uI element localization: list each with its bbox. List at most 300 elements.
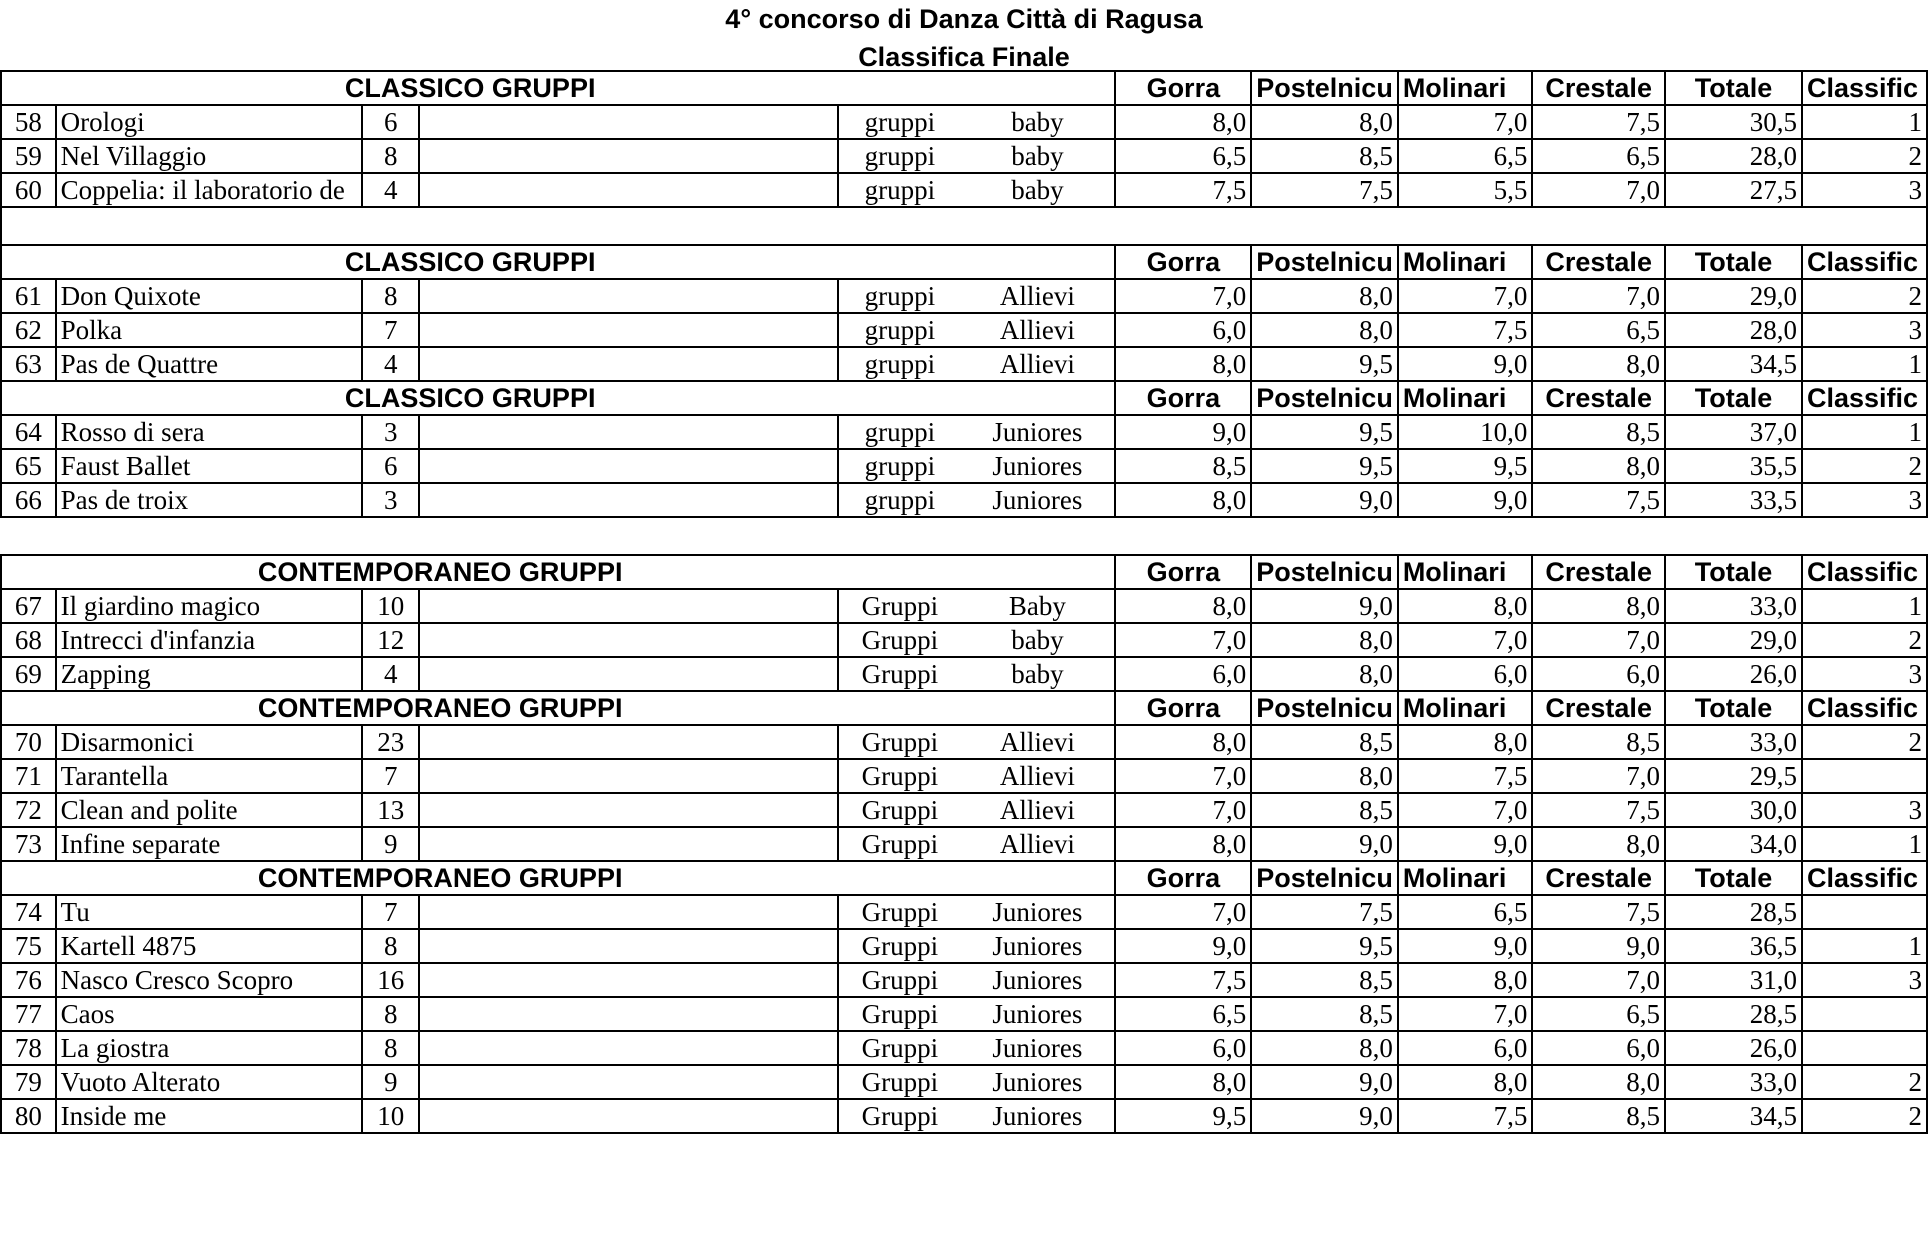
- score-crestale: 7,0: [1532, 963, 1665, 997]
- score-total: 27,5: [1665, 173, 1802, 207]
- dancer-count: 3: [362, 483, 419, 517]
- dancer-count: 9: [362, 1065, 419, 1099]
- spacer-row: [1, 207, 1927, 245]
- final-rank: 2: [1802, 139, 1927, 173]
- dancer-count: 4: [362, 173, 419, 207]
- entry-category: Juniores: [960, 415, 1115, 449]
- entry-name: Pas de Quattre: [56, 347, 363, 381]
- table-row: [1, 589, 1927, 623]
- entry-type: Gruppi: [838, 623, 960, 657]
- column-header-crestale: Crestale: [1532, 691, 1665, 725]
- column-header-postelnicu: Postelnicu: [1251, 381, 1398, 415]
- column-header-molinari: Molinari: [1398, 71, 1533, 105]
- entry-category: Juniores: [960, 1065, 1115, 1099]
- entry-category: Allievi: [960, 279, 1115, 313]
- score-postelnicu: 8,0: [1251, 759, 1398, 793]
- final-rank: 1: [1802, 415, 1927, 449]
- column-header-crestale: Crestale: [1532, 861, 1665, 895]
- entry-category: Baby: [960, 589, 1115, 623]
- entry-number: 69: [1, 657, 56, 691]
- entry-name: Don Quixote: [56, 279, 363, 313]
- entry-number: 64: [1, 415, 56, 449]
- score-crestale: 8,5: [1532, 1099, 1665, 1133]
- final-rank: [1802, 997, 1927, 1031]
- entry-notes: [419, 623, 838, 657]
- table-row: [1, 827, 1927, 861]
- entry-name: Faust Ballet: [56, 449, 363, 483]
- entry-number: 67: [1, 589, 56, 623]
- entry-type: gruppi: [838, 173, 960, 207]
- dancer-count: 9: [362, 827, 419, 861]
- final-rank: 1: [1802, 827, 1927, 861]
- entry-category: baby: [960, 105, 1115, 139]
- entry-category: Allievi: [960, 793, 1115, 827]
- dancer-count: 10: [362, 1099, 419, 1133]
- score-total: 28,0: [1665, 139, 1802, 173]
- gap-row: [1, 517, 1927, 555]
- dancer-count: 8: [362, 929, 419, 963]
- score-gorra: 7,0: [1115, 895, 1251, 929]
- entry-category: Juniores: [960, 1031, 1115, 1065]
- entry-number: 77: [1, 997, 56, 1031]
- score-gorra: 9,0: [1115, 415, 1251, 449]
- section-label: CLASSICO GRUPPI: [1, 245, 1115, 279]
- entry-category: Allievi: [960, 827, 1115, 861]
- score-gorra: 6,5: [1115, 139, 1251, 173]
- table-row: [1, 895, 1927, 929]
- entry-notes: [419, 827, 838, 861]
- table-row: [1, 929, 1927, 963]
- entry-name: Vuoto Alterato: [56, 1065, 363, 1099]
- column-header-postelnicu: Postelnicu: [1251, 861, 1398, 895]
- column-header-crestale: Crestale: [1532, 71, 1665, 105]
- score-gorra: 7,0: [1115, 793, 1251, 827]
- score-gorra: 8,0: [1115, 1065, 1251, 1099]
- score-molinari: 8,0: [1398, 589, 1533, 623]
- section-header-row: [1, 381, 1927, 415]
- column-header-totale: Totale: [1665, 861, 1802, 895]
- entry-name: Infine separate: [56, 827, 363, 861]
- column-header-postelnicu: Postelnicu: [1251, 691, 1398, 725]
- dancer-count: 6: [362, 449, 419, 483]
- score-postelnicu: 8,0: [1251, 623, 1398, 657]
- final-rank: 2: [1802, 1099, 1927, 1133]
- section-header-row: [1, 861, 1927, 895]
- score-total: 34,0: [1665, 827, 1802, 861]
- table-row: [1, 1099, 1927, 1133]
- entry-type: gruppi: [838, 347, 960, 381]
- final-rank: 2: [1802, 449, 1927, 483]
- entry-notes: [419, 1031, 838, 1065]
- document-subtitle: Classifica Finale: [858, 42, 1070, 72]
- final-rank: 2: [1802, 279, 1927, 313]
- entry-category: Juniores: [960, 483, 1115, 517]
- score-crestale: 6,5: [1532, 139, 1665, 173]
- entry-notes: [419, 449, 838, 483]
- entry-category: Juniores: [960, 929, 1115, 963]
- final-rank: 1: [1802, 929, 1927, 963]
- entry-number: 80: [1, 1099, 56, 1133]
- score-crestale: 8,5: [1532, 415, 1665, 449]
- final-rank: 2: [1802, 1065, 1927, 1099]
- score-total: 29,0: [1665, 279, 1802, 313]
- dancer-count: 8: [362, 1031, 419, 1065]
- entry-number: 79: [1, 1065, 56, 1099]
- entry-notes: [419, 963, 838, 997]
- score-total: 35,5: [1665, 449, 1802, 483]
- score-crestale: 7,5: [1532, 483, 1665, 517]
- dancer-count: 10: [362, 589, 419, 623]
- score-molinari: 9,0: [1398, 827, 1533, 861]
- score-molinari: 7,0: [1398, 623, 1533, 657]
- score-total: 28,5: [1665, 895, 1802, 929]
- score-postelnicu: 8,5: [1251, 793, 1398, 827]
- score-gorra: 6,5: [1115, 997, 1251, 1031]
- entry-category: Allievi: [960, 759, 1115, 793]
- section-label: CLASSICO GRUPPI: [1, 71, 1115, 105]
- score-gorra: 7,5: [1115, 173, 1251, 207]
- entry-name: Il giardino magico: [56, 589, 363, 623]
- entry-number: 58: [1, 105, 56, 139]
- table-row: [1, 173, 1927, 207]
- section-label: CONTEMPORANEO GRUPPI: [1, 555, 1115, 589]
- entry-notes: [419, 997, 838, 1031]
- score-gorra: 6,0: [1115, 313, 1251, 347]
- entry-name: Rosso di sera: [56, 415, 363, 449]
- score-gorra: 9,5: [1115, 1099, 1251, 1133]
- column-header-gorra: Gorra: [1115, 245, 1251, 279]
- section-label: CONTEMPORANEO GRUPPI: [1, 861, 1115, 895]
- entry-name: Pas de troix: [56, 483, 363, 517]
- column-header-molinari: Molinari: [1398, 245, 1533, 279]
- score-molinari: 7,0: [1398, 105, 1533, 139]
- entry-number: 65: [1, 449, 56, 483]
- table-row: [1, 105, 1927, 139]
- score-total: 33,0: [1665, 589, 1802, 623]
- entry-category: baby: [960, 139, 1115, 173]
- column-header-gorra: Gorra: [1115, 691, 1251, 725]
- table-row: [1, 657, 1927, 691]
- section-header-row: [1, 71, 1927, 105]
- column-header-gorra: Gorra: [1115, 861, 1251, 895]
- score-crestale: 8,0: [1532, 589, 1665, 623]
- final-rank: [1802, 1031, 1927, 1065]
- score-postelnicu: 8,5: [1251, 963, 1398, 997]
- entry-type: gruppi: [838, 449, 960, 483]
- score-gorra: 8,0: [1115, 827, 1251, 861]
- entry-type: Gruppi: [838, 1031, 960, 1065]
- entry-type: Gruppi: [838, 827, 960, 861]
- entry-number: 76: [1, 963, 56, 997]
- entry-notes: [419, 415, 838, 449]
- separator-cell: [1, 517, 1927, 555]
- score-postelnicu: 9,5: [1251, 347, 1398, 381]
- score-crestale: 7,0: [1532, 173, 1665, 207]
- score-crestale: 8,0: [1532, 347, 1665, 381]
- score-molinari: 7,5: [1398, 1099, 1533, 1133]
- dancer-count: 3: [362, 415, 419, 449]
- entry-notes: [419, 895, 838, 929]
- column-header-totale: Totale: [1665, 71, 1802, 105]
- entry-number: 60: [1, 173, 56, 207]
- score-molinari: 8,0: [1398, 725, 1533, 759]
- score-gorra: 7,5: [1115, 963, 1251, 997]
- dancer-count: 8: [362, 997, 419, 1031]
- final-rank: 3: [1802, 793, 1927, 827]
- score-crestale: 6,5: [1532, 997, 1665, 1031]
- entry-name: Orologi: [56, 105, 363, 139]
- score-total: 31,0: [1665, 963, 1802, 997]
- entry-name: Nasco Cresco Scopro: [56, 963, 363, 997]
- entry-number: 71: [1, 759, 56, 793]
- entry-number: 78: [1, 1031, 56, 1065]
- score-molinari: 9,0: [1398, 347, 1533, 381]
- entry-number: 59: [1, 139, 56, 173]
- final-rank: 3: [1802, 963, 1927, 997]
- score-molinari: 7,0: [1398, 793, 1533, 827]
- entry-notes: [419, 725, 838, 759]
- final-rank: [1802, 895, 1927, 929]
- entry-category: Allievi: [960, 725, 1115, 759]
- entry-type: Gruppi: [838, 895, 960, 929]
- score-molinari: 6,0: [1398, 657, 1533, 691]
- score-total: 36,5: [1665, 929, 1802, 963]
- entry-name: Clean and polite: [56, 793, 363, 827]
- score-crestale: 9,0: [1532, 929, 1665, 963]
- column-header-classific: Classific: [1802, 691, 1927, 725]
- score-postelnicu: 7,5: [1251, 173, 1398, 207]
- column-header-classific: Classific: [1802, 861, 1927, 895]
- column-header-molinari: Molinari: [1398, 555, 1533, 589]
- score-gorra: 8,0: [1115, 347, 1251, 381]
- final-rank: 3: [1802, 313, 1927, 347]
- column-header-classific: Classific: [1802, 245, 1927, 279]
- entry-type: Gruppi: [838, 793, 960, 827]
- score-gorra: 8,5: [1115, 449, 1251, 483]
- dancer-count: 8: [362, 279, 419, 313]
- score-crestale: 8,0: [1532, 1065, 1665, 1099]
- entry-type: Gruppi: [838, 929, 960, 963]
- dancer-count: 8: [362, 139, 419, 173]
- entry-type: Gruppi: [838, 589, 960, 623]
- score-crestale: 8,0: [1532, 449, 1665, 483]
- score-molinari: 7,5: [1398, 313, 1533, 347]
- score-postelnicu: 7,5: [1251, 895, 1398, 929]
- entry-notes: [419, 313, 838, 347]
- entry-category: Allievi: [960, 313, 1115, 347]
- column-header-classific: Classific: [1802, 381, 1927, 415]
- entry-category: Juniores: [960, 895, 1115, 929]
- score-postelnicu: 8,0: [1251, 657, 1398, 691]
- entry-notes: [419, 139, 838, 173]
- score-postelnicu: 8,5: [1251, 725, 1398, 759]
- score-crestale: 7,0: [1532, 623, 1665, 657]
- score-gorra: 8,0: [1115, 483, 1251, 517]
- entry-name: Zapping: [56, 657, 363, 691]
- entry-type: Gruppi: [838, 1065, 960, 1099]
- document-title: 4° concorso di Danza Città di Ragusa: [725, 4, 1203, 34]
- dancer-count: 23: [362, 725, 419, 759]
- entry-type: Gruppi: [838, 1099, 960, 1133]
- column-header-molinari: Molinari: [1398, 691, 1533, 725]
- entry-name: Kartell 4875: [56, 929, 363, 963]
- entry-notes: [419, 1065, 838, 1099]
- table-row: [1, 623, 1927, 657]
- final-rank: 1: [1802, 347, 1927, 381]
- entry-category: Juniores: [960, 1099, 1115, 1133]
- dancer-count: 16: [362, 963, 419, 997]
- entry-number: 62: [1, 313, 56, 347]
- table-row: [1, 1065, 1927, 1099]
- score-total: 33,0: [1665, 725, 1802, 759]
- score-crestale: 7,5: [1532, 793, 1665, 827]
- dancer-count: 13: [362, 793, 419, 827]
- score-crestale: 6,0: [1532, 657, 1665, 691]
- score-gorra: 8,0: [1115, 589, 1251, 623]
- entry-notes: [419, 657, 838, 691]
- final-rank: 3: [1802, 483, 1927, 517]
- entry-notes: [419, 759, 838, 793]
- table-row: [1, 415, 1927, 449]
- score-molinari: 9,0: [1398, 929, 1533, 963]
- table-row: [1, 139, 1927, 173]
- entry-number: 68: [1, 623, 56, 657]
- score-total: 26,0: [1665, 1031, 1802, 1065]
- entry-name: Nel Villaggio: [56, 139, 363, 173]
- table-row: [1, 1031, 1927, 1065]
- entry-number: 61: [1, 279, 56, 313]
- entry-name: Intrecci d'infanzia: [56, 623, 363, 657]
- entry-name: Tu: [56, 895, 363, 929]
- score-postelnicu: 9,5: [1251, 415, 1398, 449]
- score-gorra: 6,0: [1115, 657, 1251, 691]
- entry-number: 73: [1, 827, 56, 861]
- final-rank: 3: [1802, 173, 1927, 207]
- table-row: [1, 793, 1927, 827]
- column-header-crestale: Crestale: [1532, 245, 1665, 279]
- entry-type: Gruppi: [838, 963, 960, 997]
- entry-notes: [419, 793, 838, 827]
- score-molinari: 8,0: [1398, 963, 1533, 997]
- entry-category: Allievi: [960, 347, 1115, 381]
- entry-notes: [419, 1099, 838, 1133]
- title-block: [0, 0, 1928, 76]
- entry-name: Caos: [56, 997, 363, 1031]
- entry-name: Tarantella: [56, 759, 363, 793]
- score-total: 30,5: [1665, 105, 1802, 139]
- entry-category: baby: [960, 623, 1115, 657]
- entry-type: gruppi: [838, 105, 960, 139]
- score-molinari: 7,0: [1398, 279, 1533, 313]
- column-header-postelnicu: Postelnicu: [1251, 245, 1398, 279]
- score-postelnicu: 8,0: [1251, 105, 1398, 139]
- dancer-count: 7: [362, 895, 419, 929]
- entry-number: 63: [1, 347, 56, 381]
- score-postelnicu: 8,5: [1251, 997, 1398, 1031]
- score-molinari: 8,0: [1398, 1065, 1533, 1099]
- score-postelnicu: 8,0: [1251, 279, 1398, 313]
- table-row: [1, 279, 1927, 313]
- table-row: [1, 997, 1927, 1031]
- entry-category: Juniores: [960, 963, 1115, 997]
- score-total: 29,5: [1665, 759, 1802, 793]
- score-molinari: 10,0: [1398, 415, 1533, 449]
- score-gorra: 6,0: [1115, 1031, 1251, 1065]
- score-crestale: 7,5: [1532, 895, 1665, 929]
- entry-type: Gruppi: [838, 657, 960, 691]
- column-header-gorra: Gorra: [1115, 381, 1251, 415]
- score-total: 33,5: [1665, 483, 1802, 517]
- table-row: [1, 313, 1927, 347]
- entry-type: gruppi: [838, 415, 960, 449]
- column-header-postelnicu: Postelnicu: [1251, 71, 1398, 105]
- entry-type: gruppi: [838, 313, 960, 347]
- score-gorra: 8,0: [1115, 105, 1251, 139]
- entry-number: 75: [1, 929, 56, 963]
- score-crestale: 7,0: [1532, 279, 1665, 313]
- score-postelnicu: 9,0: [1251, 483, 1398, 517]
- final-rank: 2: [1802, 725, 1927, 759]
- entry-name: Coppelia: il laboratorio de: [56, 173, 363, 207]
- table-row: [1, 963, 1927, 997]
- score-total: 30,0: [1665, 793, 1802, 827]
- column-header-crestale: Crestale: [1532, 381, 1665, 415]
- score-molinari: 9,5: [1398, 449, 1533, 483]
- column-header-postelnicu: Postelnicu: [1251, 555, 1398, 589]
- entry-category: Juniores: [960, 449, 1115, 483]
- entry-type: gruppi: [838, 139, 960, 173]
- entry-notes: [419, 347, 838, 381]
- final-rank: [1802, 759, 1927, 793]
- score-total: 26,0: [1665, 657, 1802, 691]
- score-total: 33,0: [1665, 1065, 1802, 1099]
- entry-notes: [419, 279, 838, 313]
- dancer-count: 7: [362, 313, 419, 347]
- score-postelnicu: 8,0: [1251, 1031, 1398, 1065]
- score-postelnicu: 9,5: [1251, 449, 1398, 483]
- entry-type: Gruppi: [838, 725, 960, 759]
- score-postelnicu: 9,0: [1251, 827, 1398, 861]
- score-molinari: 6,0: [1398, 1031, 1533, 1065]
- score-postelnicu: 9,0: [1251, 1099, 1398, 1133]
- score-molinari: 9,0: [1398, 483, 1533, 517]
- entry-name: Inside me: [56, 1099, 363, 1133]
- score-crestale: 7,5: [1532, 105, 1665, 139]
- entry-notes: [419, 483, 838, 517]
- dancer-count: 4: [362, 657, 419, 691]
- entry-notes: [419, 929, 838, 963]
- column-header-classific: Classific: [1802, 555, 1927, 589]
- final-rank: 3: [1802, 657, 1927, 691]
- column-header-molinari: Molinari: [1398, 381, 1533, 415]
- final-rank: 1: [1802, 105, 1927, 139]
- score-gorra: 9,0: [1115, 929, 1251, 963]
- score-postelnicu: 8,0: [1251, 313, 1398, 347]
- score-gorra: 7,0: [1115, 759, 1251, 793]
- entry-number: 70: [1, 725, 56, 759]
- score-crestale: 8,5: [1532, 725, 1665, 759]
- entry-category: baby: [960, 173, 1115, 207]
- score-total: 28,0: [1665, 313, 1802, 347]
- score-postelnicu: 8,5: [1251, 139, 1398, 173]
- table-row: [1, 725, 1927, 759]
- entry-notes: [419, 589, 838, 623]
- entry-category: Juniores: [960, 997, 1115, 1031]
- section-label: CLASSICO GRUPPI: [1, 381, 1115, 415]
- column-header-crestale: Crestale: [1532, 555, 1665, 589]
- score-crestale: 6,0: [1532, 1031, 1665, 1065]
- section-header-row: [1, 245, 1927, 279]
